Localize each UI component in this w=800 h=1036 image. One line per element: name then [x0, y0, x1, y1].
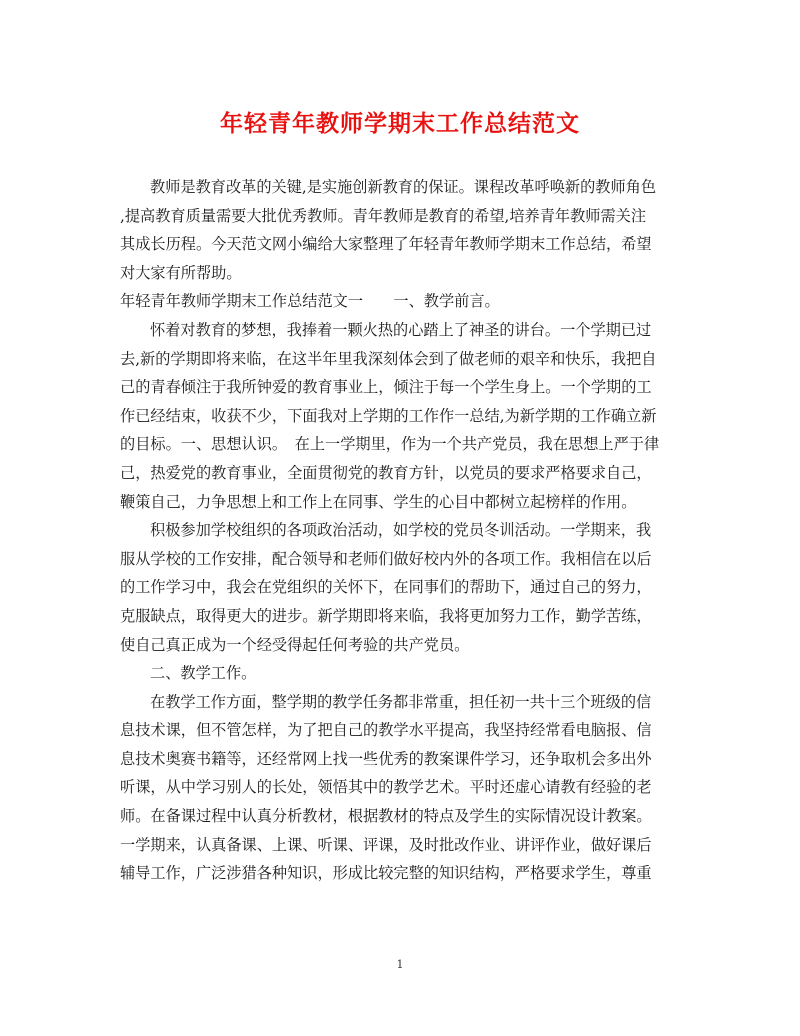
text-line: 息技术奥赛书籍等，还经常网上找一些优秀的教案课件学习，还争取机会多出外 [120, 749, 652, 768]
text-line: 听课，从中学习别人的长处，领悟其中的教学艺术。平时还虚心请教有经验的老 [120, 778, 652, 797]
text-line: 克服缺点，取得更大的进步。新学期即将来临，我将更加努力工作，勤学苦练， [120, 606, 652, 625]
text-line: 息技术课，但不管怎样，为了把自己的教学水平提高，我坚持经常看电脑报、信 [120, 721, 652, 740]
text-line: 使自己真正成为一个经受得起任何考验的共产党员。 [120, 635, 470, 654]
text-line: 怀着对教育的梦想，我捧着一颗火热的心踏上了神圣的讲台。一个学期已过 [150, 320, 652, 339]
text-line: 在教学工作方面，整学期的教学任务都非常重，担任初一共十三个班级的信 [150, 692, 652, 711]
text-line: 己的青春倾注于我所钟爱的教育事业上，倾注于每一个学生身上。一个学期的工 [120, 378, 652, 397]
text-line: 对大家有所帮助。 [120, 263, 242, 282]
text-line: 其成长历程。今天范文网小编给大家整理了年轻青年教师学期末工作总结，希望 [120, 235, 652, 254]
text-line: 年轻青年教师学期末工作总结范文一 一、教学前言。 [120, 292, 500, 311]
text-line: 的目标。一、思想认识。 在上一学期里，作为一个共产党员，我在思想上严于律 [120, 435, 660, 454]
text-line: 教师是教育改革的关键,是实施创新教育的保证。课程改革呼唤新的教师角色 [150, 178, 657, 196]
document-body [120, 173, 685, 888]
text-line: 去,新的学期即将来临，在这半年里我深刻体会到了做老师的艰辛和快乐，我把自 [120, 349, 657, 368]
text-line: 积极参加学校组织的各项政治活动，如学校的党员冬训活动。一学期来，我 [150, 521, 652, 540]
text-line: 作已经结束，收获不少，下面我对上学期的工作作一总结,为新学期的工作确立新 [120, 406, 657, 425]
text-line: ,提高教育质量需要大批优秀教师。青年教师是教育的希望,培养青年教师需关注 [120, 206, 647, 225]
text-line: 一学期来，认真备课、上课、听课、评课，及时批改作业、讲评作业，做好课后 [120, 835, 652, 854]
page-number: 1 [396, 958, 404, 971]
document-title: 年轻青年教师学期末工作总结范文 [220, 110, 580, 137]
text-line: 服从学校的工作安排，配合领导和老师们做好校内外的各项工作。我相信在以后 [120, 549, 652, 568]
text-line: 己，热爱党的教育事业，全面贯彻党的教育方针，以党员的要求严格要求自己， [120, 463, 652, 482]
text-line: 师。在备课过程中认真分析教材，根据教材的特点及学生的实际情况设计教案。 [120, 807, 652, 826]
text-line: 的工作学习中，我会在党组织的关怀下，在同事们的帮助下，通过自己的努力， [120, 578, 652, 597]
text-line: 二、教学工作。 [150, 664, 257, 683]
text-line: 鞭策自己，力争思想上和工作上在同事、学生的心目中都树立起榜样的作用。 [120, 492, 637, 511]
text-line: 辅导工作，广泛涉猎各种知识，形成比较完整的知识结构，严格要求学生，尊重 [120, 864, 652, 883]
